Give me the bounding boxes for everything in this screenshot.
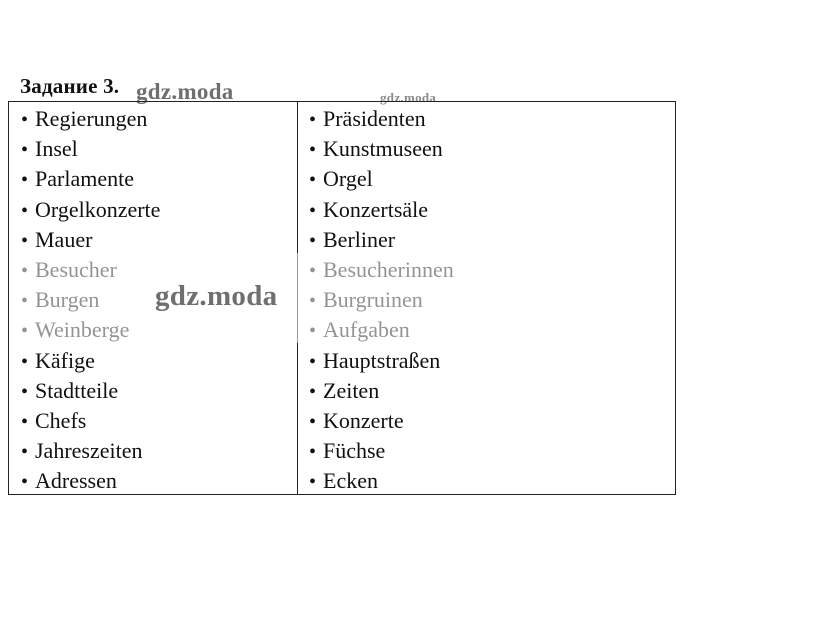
- list-item: [21, 225, 92, 255]
- list-item: [309, 466, 378, 496]
- watermark: gdz.moda: [380, 90, 437, 105]
- bullet-icon: •: [21, 441, 29, 463]
- bullet-icon: •: [21, 139, 29, 161]
- word: Füchse: [323, 438, 386, 463]
- bullet-icon: •: [21, 109, 29, 131]
- word: Präsidenten: [323, 106, 426, 131]
- bullet-icon: •: [309, 381, 317, 403]
- word: Stadtteile: [35, 378, 119, 403]
- bullet-icon: •: [21, 169, 29, 191]
- task-title: Задание 3.: [20, 74, 120, 98]
- bullet-icon: •: [309, 471, 317, 493]
- list-item: [309, 134, 443, 164]
- list-item: [309, 436, 385, 466]
- list-item: [309, 346, 440, 376]
- watermark: gdz.moda: [152, 280, 280, 313]
- list-item: [21, 134, 78, 164]
- list-item: [21, 195, 160, 225]
- word: Insel: [35, 136, 78, 161]
- bullet-icon: •: [309, 139, 317, 161]
- word: Parlamente: [35, 166, 134, 191]
- word: Jahreszeiten: [35, 438, 143, 463]
- bullet-icon: •: [309, 230, 317, 252]
- watermark: gdz.moda: [136, 79, 234, 104]
- bullet-icon: •: [309, 200, 317, 222]
- bullet-icon: •: [21, 230, 29, 252]
- word: Hauptstraßen: [323, 348, 441, 373]
- word: Regierungen: [35, 106, 148, 131]
- list-item: [309, 225, 395, 255]
- list-item: [309, 376, 379, 406]
- bullet-icon: •: [309, 169, 317, 191]
- list-item: [309, 406, 404, 436]
- list-item: [21, 164, 134, 194]
- word: Mauer: [35, 227, 93, 252]
- list-item: [21, 346, 95, 376]
- bullet-icon: •: [309, 441, 317, 463]
- word: Berliner: [323, 227, 396, 252]
- bullet-icon: •: [309, 411, 317, 433]
- word: Konzerte: [323, 408, 404, 433]
- bullet-icon: •: [21, 411, 29, 433]
- word: Kunstmuseen: [323, 136, 443, 161]
- word: Orgelkonzerte: [35, 197, 161, 222]
- word: Adressen: [35, 468, 117, 493]
- bullet-icon: •: [309, 109, 317, 131]
- word: Orgel: [323, 166, 373, 191]
- bullet-icon: •: [21, 471, 29, 493]
- list-item: [21, 104, 147, 134]
- bullet-icon: •: [309, 351, 317, 373]
- list-item: [309, 195, 428, 225]
- word: Chefs: [35, 408, 87, 433]
- bullet-icon: •: [21, 200, 29, 222]
- list-item: [21, 406, 86, 436]
- list-item: [21, 466, 117, 496]
- bullet-icon: •: [21, 351, 29, 373]
- list-item: [309, 104, 426, 134]
- list-item: [21, 436, 143, 466]
- list-item: [21, 376, 118, 406]
- list-item: [309, 164, 373, 194]
- word: Käfige: [35, 348, 95, 373]
- word: Zeiten: [323, 378, 380, 403]
- word: Ecken: [323, 468, 378, 493]
- bullet-icon: •: [21, 381, 29, 403]
- word: Konzertsäle: [323, 197, 429, 222]
